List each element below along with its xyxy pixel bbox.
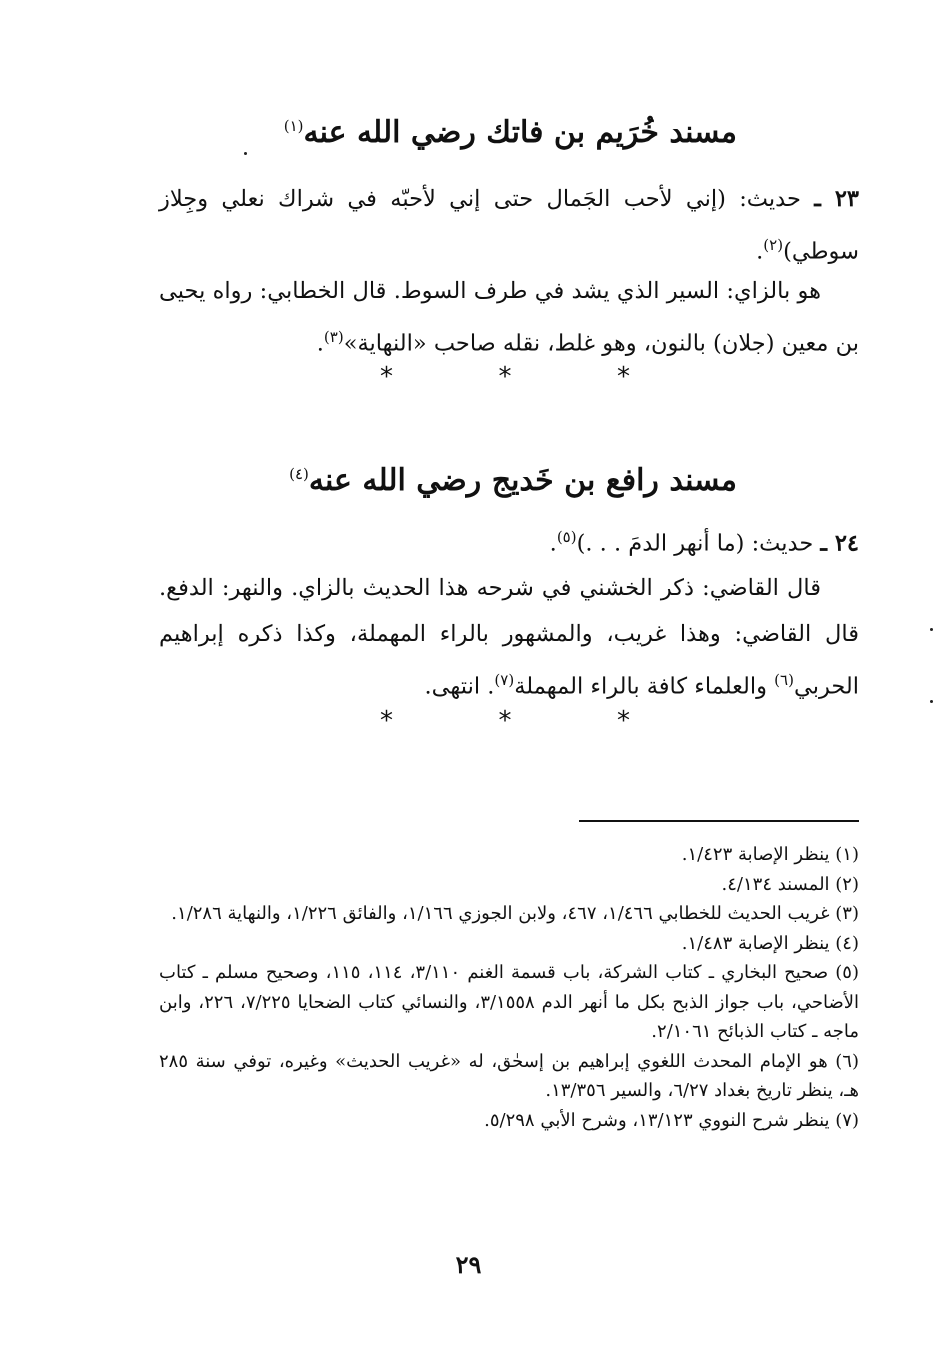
footnote-4: (٤) ينظر الإصابة ١/٤٨٣. <box>681 932 859 954</box>
hadith-24 <box>159 514 859 567</box>
footnote-6: (٦) هو الإمام المحدث اللغوي إبراهيم بن إسحٰق، له «غريب الحديث» وغيره، توفي سنة ٢٨٥ هـ، ينظر تاريخ بغداد ٦/٢٧، والسير ١٣/٣٥٦. <box>159 1050 859 1101</box>
footnote-2: (٢) المسند ٤/١٣٤. <box>721 873 859 895</box>
footnote-ref: (٧) <box>494 671 515 689</box>
separator-star: * <box>380 706 393 736</box>
footnote-ref: (١) <box>283 117 304 135</box>
commentary-text: هو بالزاي: السير الذي يشد في طرف السوط. قال الخطابي: رواه يحيى بن معين (جلان) بالنون، وهو غلط، نقله صاحب «النهاية» <box>159 278 859 357</box>
heading-text: مسند خُرَيم بن فاتك رضي الله عنه <box>303 115 737 150</box>
hadith-number: ٢٣ ـ <box>814 186 859 212</box>
hadith-end: . <box>549 530 557 557</box>
scan-speck <box>930 628 933 631</box>
section-separator <box>380 706 630 736</box>
hadith-24-commentary <box>159 565 859 710</box>
hadith-text: حديث: (ما أنهر الدمَ . . .) <box>576 530 814 557</box>
hadith-text: حديث: (إني لأحب الجَمال حتى إني لأحبّه في شراك نعلي وجِلاز سوطي) <box>159 186 859 265</box>
separator-star: * <box>380 362 393 392</box>
section-separator <box>380 362 630 392</box>
footnote-1: (١) ينظر الإصابة ١/٤٢٣. <box>681 844 859 865</box>
hadith-23-commentary <box>159 268 859 367</box>
footnote-ref: (٥) <box>556 528 577 546</box>
footnote-ref: (٢) <box>763 236 784 254</box>
footnote-7: (٧) ينظر شرح النووي ١٣/١٢٣، وشرح الأبي ٥/٢٩٨. <box>484 1109 859 1131</box>
footnote-ref: (٣) <box>323 328 344 346</box>
commentary-text: والعلماء كافة بالراء المهملة <box>514 673 767 700</box>
separator-star: * <box>617 706 630 736</box>
commentary-text: قال القاضي: ذكر الخشني في شرحه هذا الحديث بالزاي. والنهر: الدفع. قال القاضي: وهذا غريب، والمشهور بالراء المهملة، وكذا ذكره إبراهيم الحربي <box>159 575 859 700</box>
footnote-divider <box>579 820 859 822</box>
scan-speck <box>930 700 933 703</box>
page-number: ٢٩ <box>455 1250 482 1279</box>
hadith-number: ٢٤ ـ <box>820 530 859 557</box>
heading-text: مسند رافع بن خَديج رضي الله عنه <box>308 463 737 498</box>
commentary-end: . انتهى. <box>424 673 495 700</box>
footnote-3: (٣) غريب الحديث للخطابي ١/٤٦٦، ٤٦٧، ولابن الجوزي ١/١٦٦، والفائق ١/٢٢٦، والنهاية ١/٢٨٦. <box>171 903 859 924</box>
hadith-23 <box>159 176 859 275</box>
footnote-ref: (٦) <box>774 671 794 689</box>
section-heading-khuraym <box>197 115 737 150</box>
separator-star: * <box>498 706 512 736</box>
footnote-5: (٥) صحيح البخاري ـ كتاب الشركة، باب قسمة الغنم ٣/١١٠، ١١٤، ١١٥، وصحيح مسلم ـ كتاب الأضاحي، باب جواز الذبح بكل ما أنهر الدم ٣/١٥٥٨، والنسائي كتاب الضحايا ٧/٢٢٥، ٢٢٦، وابن ماجه ـ كتاب الذبائح ٢/١٠٦١. <box>159 962 860 1042</box>
commentary-end: . <box>316 330 324 357</box>
scan-speck <box>244 152 247 155</box>
hadith-end: . <box>756 238 764 265</box>
separator-star: * <box>498 362 512 392</box>
section-heading-rafi <box>197 463 737 498</box>
footnotes <box>159 840 859 1135</box>
separator-star: * <box>617 362 630 392</box>
footnote-ref: (٤) <box>289 465 309 483</box>
